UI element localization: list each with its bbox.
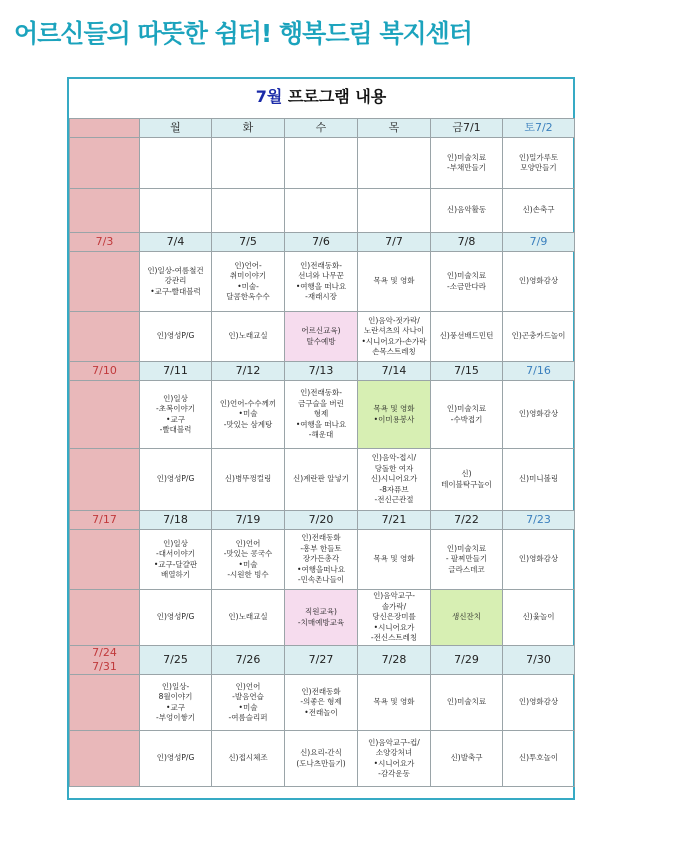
side-cell [70, 189, 140, 233]
program-cell: 신)접시체조 [212, 731, 285, 787]
program-cell: 인)노래교실 [212, 312, 285, 362]
pm-row [70, 312, 575, 362]
date-cell: 7/30 [503, 646, 575, 675]
weekday-cell: 금7/1 [431, 119, 503, 138]
program-cell: 인)일상 -대서이야기 •교구-달걀판 배열하기 [140, 530, 212, 590]
program-cell: 신)계란판 알넣기 [285, 449, 358, 511]
program-cell: 신) 테이블탁구놀이 [431, 449, 503, 511]
program-cell: 신)풍선배드민턴 [431, 312, 503, 362]
program-cell: 신)손축구 [503, 189, 575, 233]
date-cell: 7/7 [358, 233, 431, 252]
program-cell: 인)영성P/G [140, 312, 212, 362]
side-cell [70, 590, 140, 646]
program-cell: 인)일상 -초복이야기 •교구 -빨대블럭 [140, 381, 212, 449]
date-cell: 7/4 [140, 233, 212, 252]
side-cell [70, 119, 140, 138]
week-side-label: 7/10 [70, 362, 140, 381]
date-cell: 7/11 [140, 362, 212, 381]
program-cell: 신)음악활동 [431, 189, 503, 233]
schedule-title-text: 프로그램 내용 [287, 87, 387, 106]
weekday-cell: 토7/2 [503, 119, 575, 138]
program-cell: 인)밀가루토 모양만들기 [503, 138, 575, 189]
side-cell [70, 138, 140, 189]
program-cell: 인)음악-젓가락/ 노란셔츠의 사나이 •시니어요가-손가락 손목스트레칭 [358, 312, 431, 362]
side-cell [70, 530, 140, 590]
program-cell: 인)영성P/G [140, 731, 212, 787]
page-title: 어르신들의 따뜻한 쉼터! 행복드림 복지센터 [14, 19, 472, 48]
date-cell: 7/19 [212, 511, 285, 530]
side-cell [70, 731, 140, 787]
program-cell: 인)미술치료 -부채만들기 [431, 138, 503, 189]
program-cell: 인)언어 -발음연습 •미술 -여름슬리퍼 [212, 675, 285, 731]
program-cell [358, 189, 431, 233]
program-cell: 인)언어- 취미이야기 •미술- 달콤한옥수수 [212, 252, 285, 312]
program-cell: 신)병뚜껑컬링 [212, 449, 285, 511]
date-cell: 7/9 [503, 233, 575, 252]
weekday-header-row [70, 119, 575, 138]
program-cell: 인)영성P/G [140, 449, 212, 511]
program-cell: 인)언어 -맛있는 콩국수 •미술 -시원한 빙수 [212, 530, 285, 590]
date-cell: 7/20 [285, 511, 358, 530]
program-cell: 인)전래동화 -의좋은 형제 •전래놀이 [285, 675, 358, 731]
program-cell: 인)전래동화 -흥부 한들토 장가든총각 •여행을떠나요 -민속촌나들이 [285, 530, 358, 590]
program-cell: 인)미술치료 - 팔찌만들기 글라스데코 [431, 530, 503, 590]
program-cell: 인)일상- 8월이야기 •교구 -부엉이쌓기 [140, 675, 212, 731]
program-cell: 인)영화감상 [503, 381, 575, 449]
schedule-table [69, 118, 575, 787]
weekday-cell: 월 [140, 119, 212, 138]
weekday-cell: 수 [285, 119, 358, 138]
date-header-row [70, 362, 575, 381]
program-cell [285, 138, 358, 189]
date-cell: 7/27 [285, 646, 358, 675]
date-header-row [70, 646, 575, 675]
program-cell: 신)요리-간식 (도나츠만들기) [285, 731, 358, 787]
date-cell: 7/29 [431, 646, 503, 675]
program-cell: 인)영성P/G [140, 590, 212, 646]
program-cell: 인)곤충카드놀이 [503, 312, 575, 362]
date-cell: 7/22 [431, 511, 503, 530]
date-cell: 7/16 [503, 362, 575, 381]
date-cell: 7/6 [285, 233, 358, 252]
am-row [70, 381, 575, 449]
side-cell [70, 675, 140, 731]
week-side-label: 7/24 7/31 [70, 646, 140, 675]
date-header-row [70, 233, 575, 252]
program-cell [212, 138, 285, 189]
program-cell: 인)음악-접시/ 당돌한 여자 신)시니어요가 -8자퓨브 -전신근관절 [358, 449, 431, 511]
date-header-row [70, 511, 575, 530]
pm-row [70, 449, 575, 511]
program-cell: 인)미술치료 -수박접기 [431, 381, 503, 449]
program-cell: 인)영화감상 [503, 252, 575, 312]
date-cell: 7/26 [212, 646, 285, 675]
pm-row [70, 590, 575, 646]
program-cell: 신)윷놀이 [503, 590, 575, 646]
program-cell: 신)미니볼링 [503, 449, 575, 511]
program-cell: 인)영화감상 [503, 675, 575, 731]
program-cell: 신)발축구 [431, 731, 503, 787]
date-cell: 7/25 [140, 646, 212, 675]
program-cell: 인)일상-여름철건 강관리 •교구-빨대블럭 [140, 252, 212, 312]
program-cell [212, 189, 285, 233]
side-cell [70, 252, 140, 312]
program-cell [140, 189, 212, 233]
program-cell: 인)미술치료 [431, 675, 503, 731]
date-cell: 7/14 [358, 362, 431, 381]
date-cell: 7/5 [212, 233, 285, 252]
am-row [70, 675, 575, 731]
program-cell: 어르신교육) 탈수예방 [285, 312, 358, 362]
date-cell: 7/15 [431, 362, 503, 381]
date-cell: 7/21 [358, 511, 431, 530]
program-cell [358, 138, 431, 189]
program-cell: 목욕 및 영화 [358, 675, 431, 731]
schedule-month: 7월 [255, 87, 283, 106]
am-row [70, 530, 575, 590]
side-cell [70, 381, 140, 449]
weekday-cell: 목 [358, 119, 431, 138]
side-cell [70, 312, 140, 362]
program-cell: 인)미술치료 -소금만다라 [431, 252, 503, 312]
am-row [70, 252, 575, 312]
date-cell: 7/13 [285, 362, 358, 381]
program-cell: 목욕 및 영화 [358, 252, 431, 312]
program-cell: 인)전래동화- 선녀와 나무꾼 •여행을 떠나요 -재래시장 [285, 252, 358, 312]
date-cell: 7/28 [358, 646, 431, 675]
program-cell: 생신잔치 [431, 590, 503, 646]
program-cell: 목욕 및 영화 [358, 530, 431, 590]
schedule-title [69, 79, 573, 119]
date-cell: 7/23 [503, 511, 575, 530]
date-cell: 7/8 [431, 233, 503, 252]
program-cell: 인)노래교실 [212, 590, 285, 646]
week-side-label: 7/3 [70, 233, 140, 252]
program-cell: 인)영화감상 [503, 530, 575, 590]
program-cell: 목욕 및 영화 •이미용봉사 [358, 381, 431, 449]
program-cell: 직원교육) -치매예방교육 [285, 590, 358, 646]
program-cell [140, 138, 212, 189]
program-cell: 인)전래동화- 금구슬을 버린 형제 •여행을 떠나요 -해운대 [285, 381, 358, 449]
program-cell: 인)언어-수수께끼 •미술 -맛있는 삼계탕 [212, 381, 285, 449]
date-cell: 7/18 [140, 511, 212, 530]
program-cell [285, 189, 358, 233]
pm-row [70, 731, 575, 787]
pm-row [70, 189, 575, 233]
schedule-frame [67, 77, 575, 800]
program-cell: 신)투호놀이 [503, 731, 575, 787]
side-cell [70, 449, 140, 511]
weekday-cell: 화 [212, 119, 285, 138]
program-cell: 인)음악교구- 솔가락/ 당신은장미를 •시니어요가 -전신스트레칭 [358, 590, 431, 646]
am-row [70, 138, 575, 189]
date-cell: 7/12 [212, 362, 285, 381]
program-cell: 인)음악교구-컵/ 소양강처녀 •시니어요가 -감각운동 [358, 731, 431, 787]
week-side-label: 7/17 [70, 511, 140, 530]
